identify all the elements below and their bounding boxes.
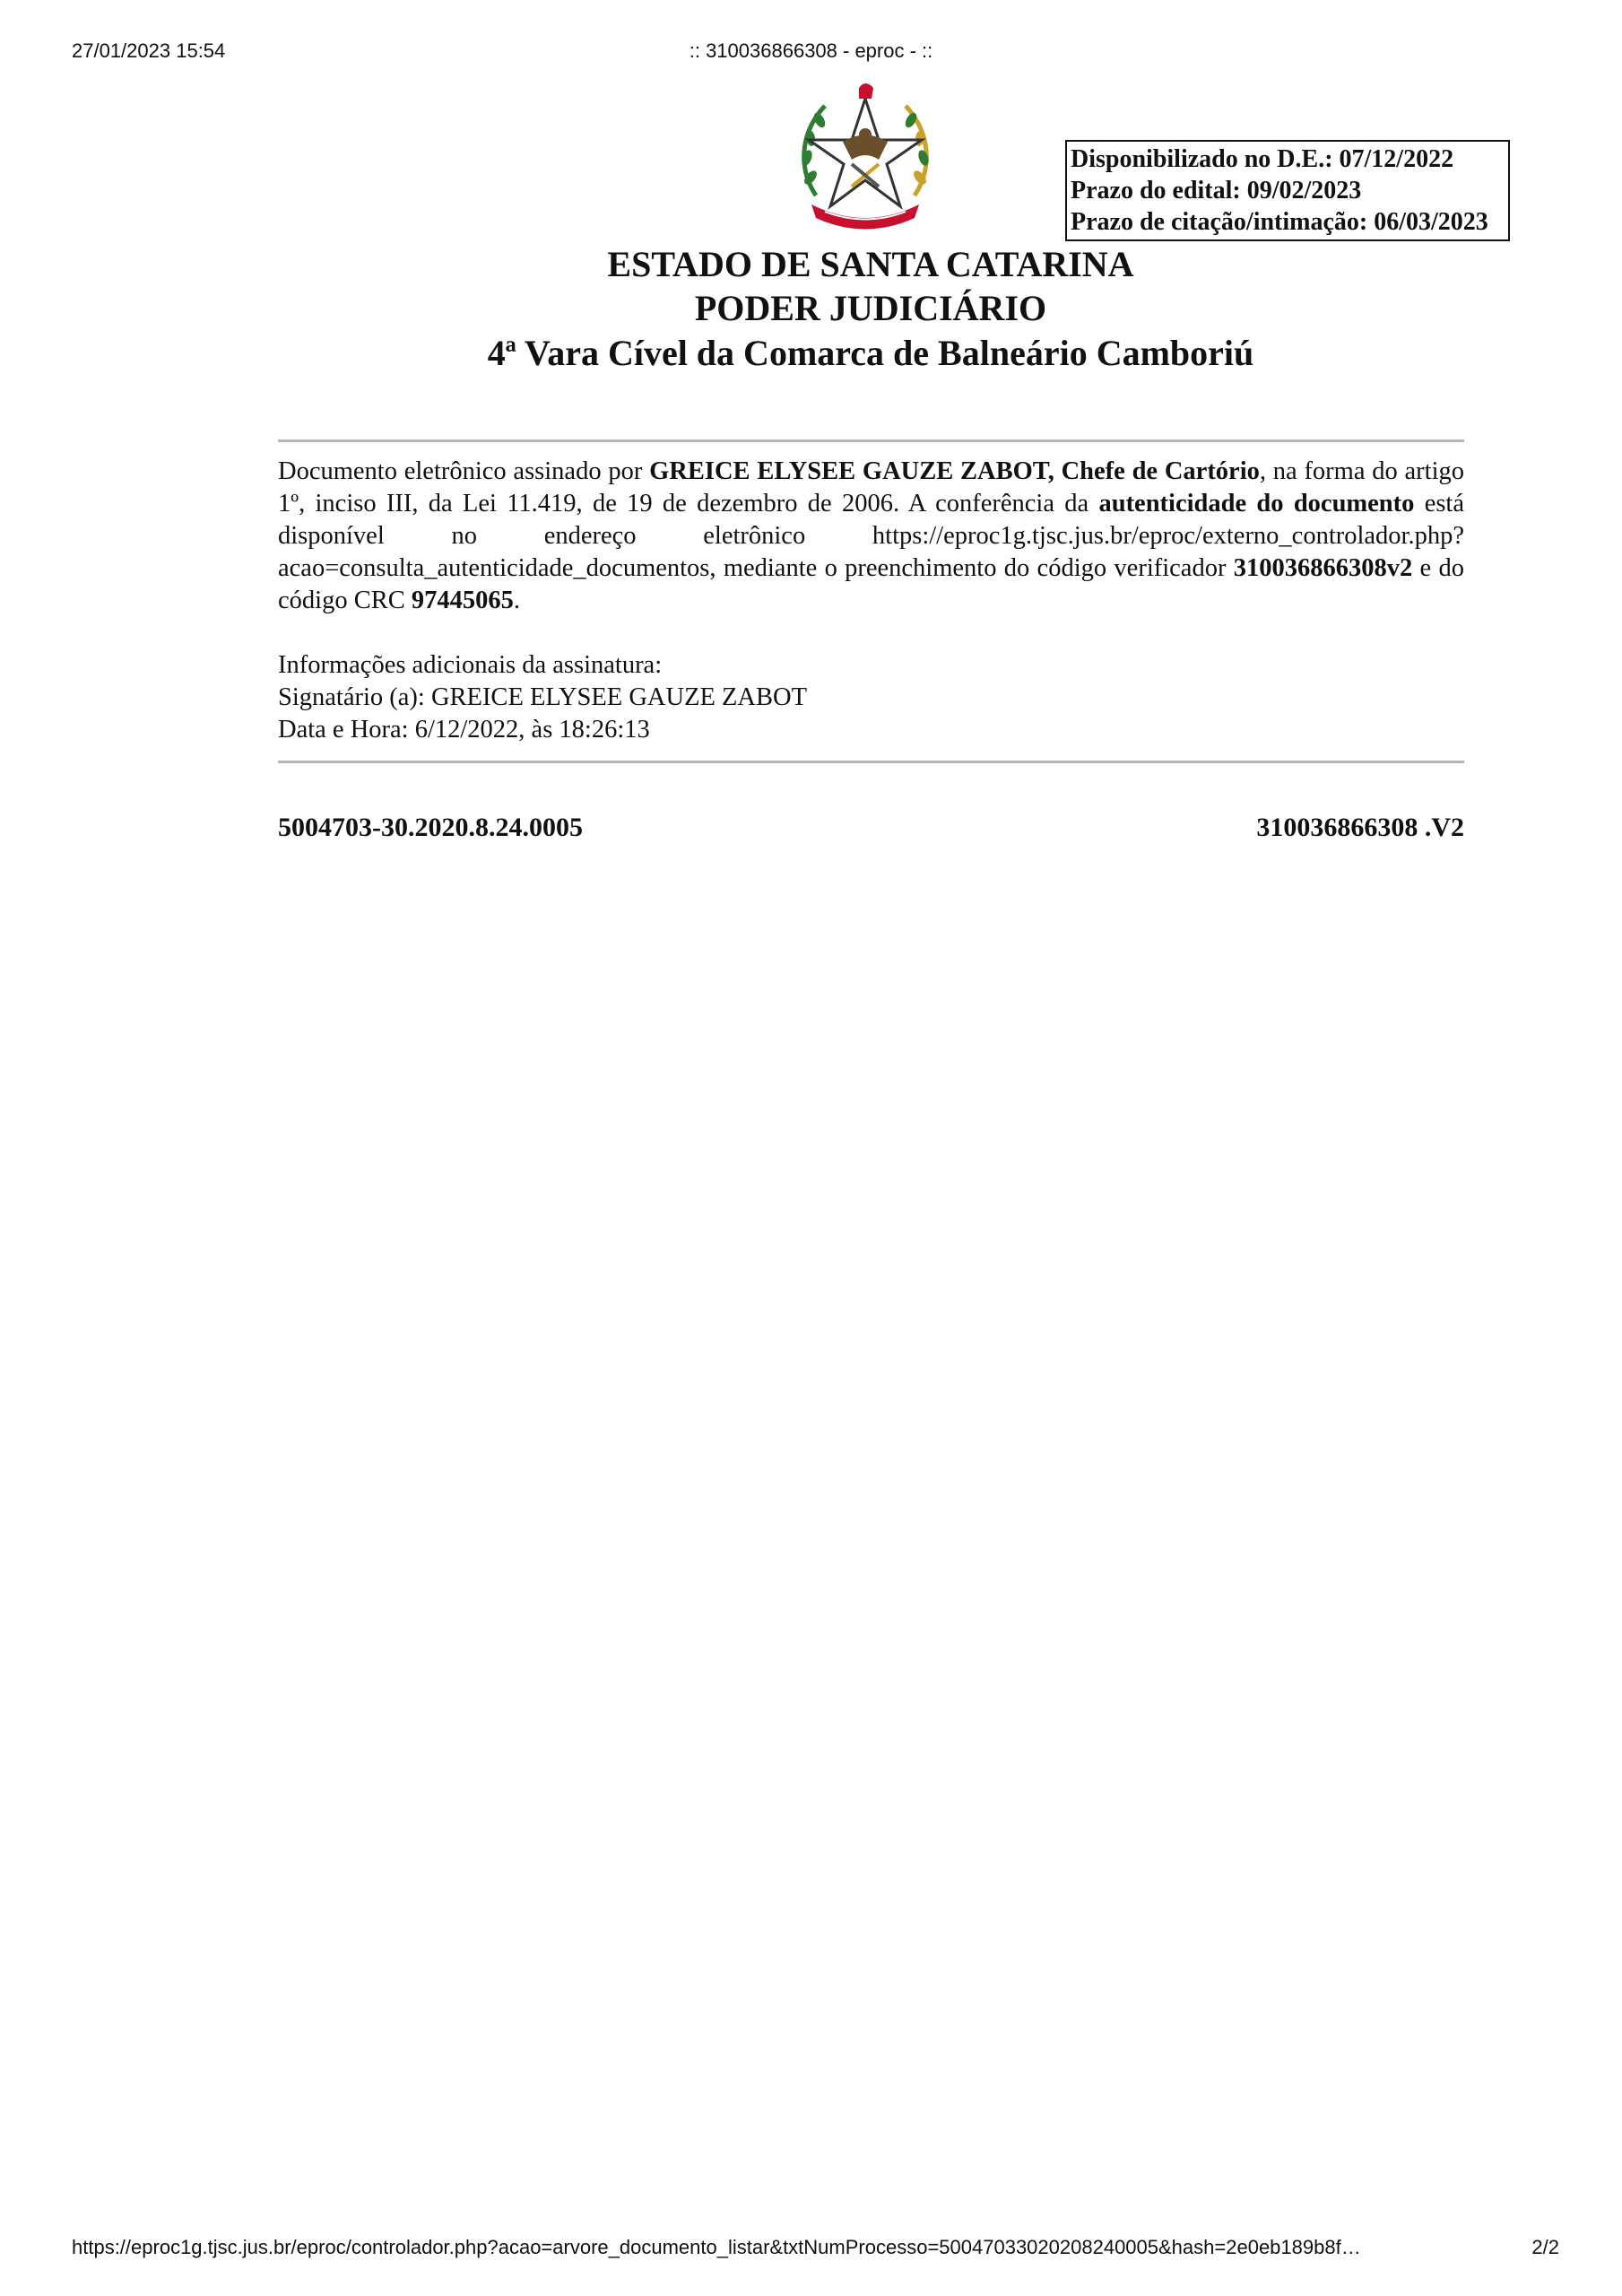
process-number: 5004703-30.2020.8.24.0005 [278,813,583,842]
citation-deadline: Prazo de citação/intimação: 06/03/2023 [1071,208,1488,236]
signatory-line: Signatário (a): GREICE ELYSEE GAUZE ZABOT [278,683,807,711]
authenticity-label: autenticidade do documento [1098,490,1415,517]
state-title: ESTADO DE SANTA CATARINA [607,244,1134,284]
santa-catarina-coat-of-arms-icon [789,79,941,231]
published-de-date: Disponibilizado no D.E.: 07/12/2022 [1071,145,1454,173]
court-division-title: 4ª Vara Cível da Comarca de Balneário Camboriú [487,333,1254,373]
crc-code: 97445065 [411,587,514,614]
signature-text-4: e do código CRC [278,554,1464,614]
signature-paragraph [278,456,1464,617]
print-datetime: 27/01/2023 15:54 [72,39,226,62]
bottom-divider [278,761,1464,763]
top-divider [278,439,1464,442]
signature-block [278,456,1464,746]
signature-text-2: , na forma do artigo 1º, inciso III, da Lei 11.419, de 19 de dezembro de 2006. A conferência da [278,457,1464,517]
print-page-title: :: 310036866308 - eproc - :: [689,39,933,62]
signature-datetime: Data e Hora: 6/12/2022, às 18:26:13 [278,716,650,744]
print-page-number: 2/2 [1531,2236,1559,2258]
signature-text-5: . [513,587,520,614]
edict-deadline: Prazo do edital: 09/02/2023 [1071,177,1362,204]
print-footer-url: https://eproc1g.tjsc.jus.br/eproc/controlador.php?acao=arvore_documento_listar&txtNumProcesso=50047033020208240005&hash=2e0eb189b8f… [72,2236,1361,2258]
document-version: 310036866308 .V2 [1256,813,1464,842]
signature-info [278,649,1464,746]
signer-name: GREICE ELYSEE GAUZE ZABOT, Chefe de Cartório [649,457,1260,485]
deadline-box [1065,140,1510,241]
signature-text-3: está disponível no endereço eletrônico https://eproc1g.tjsc.jus.br/eproc/externo_controlador.php?acao=consulta_autenticidade_documentos, mediante o preenchimento do código verificador [278,490,1465,582]
signature-text-1: Documento eletrônico assinado por [278,457,650,485]
verifier-code: 310036866308v2 [1233,554,1413,582]
judiciary-title: PODER JUDICIÁRIO [694,288,1047,328]
signature-info-title: Informações adicionais da assinatura: [278,651,663,679]
